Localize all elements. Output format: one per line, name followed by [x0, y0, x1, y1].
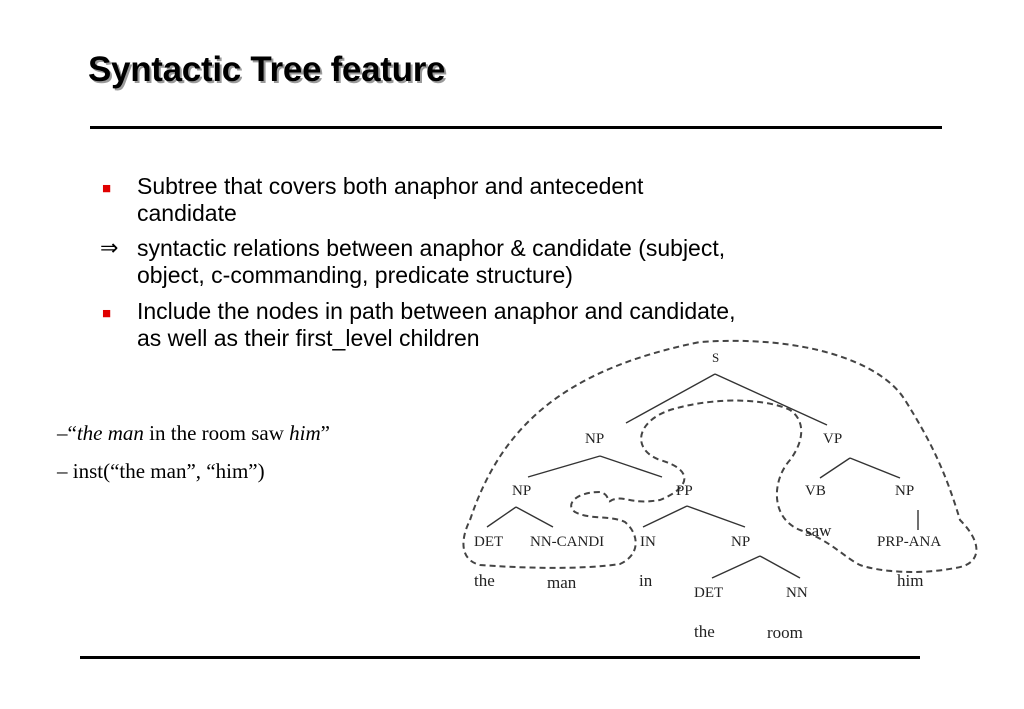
node-pp: PP [676, 483, 693, 499]
node-s: S [712, 350, 720, 365]
node-np: NP [895, 483, 915, 499]
example-open: –“ [57, 421, 77, 445]
node-det: DET [474, 534, 504, 550]
word-man: man [547, 573, 577, 592]
node-prp-ana: PRP-ANA [877, 534, 942, 550]
example-middle: in the room saw [143, 421, 290, 445]
bullet-marker-icon: ■ [102, 180, 112, 197]
node-np: NP [512, 483, 532, 499]
node-det: DET [694, 585, 724, 601]
example-instance: – inst(“the man”, “him”) [57, 459, 265, 483]
example-antecedent: the man [76, 421, 144, 445]
node-np: NP [731, 534, 751, 550]
bullet-2-line-1: syntactic relations between anaphor & candidate (subject, [137, 235, 726, 261]
word-saw: saw [805, 521, 832, 540]
slide-title: Syntactic Tree feature [88, 50, 446, 89]
bullet-3-line-1: Include the nodes in path between anaphor and candidate, [137, 298, 736, 324]
bullet-2-line-2: object, c-commanding, predicate structure) [137, 262, 573, 288]
node-vb: VB [805, 483, 826, 499]
word-the: the [694, 622, 715, 641]
node-vp: VP [823, 431, 843, 447]
node-np: NP [585, 431, 605, 447]
word-the: the [474, 571, 495, 590]
example-anaphor: him [289, 421, 321, 445]
example-close: ” [320, 421, 330, 445]
node-in: IN [640, 534, 656, 550]
word-room: room [767, 623, 803, 642]
node-nn-candi: NN-CANDI [530, 534, 605, 550]
node-nn: NN [786, 585, 808, 601]
implies-arrow-icon: ⇒ [100, 236, 119, 261]
word-in: in [639, 571, 653, 590]
word-him: him [897, 571, 924, 590]
bullet-1-line-2: candidate [137, 200, 237, 226]
bullet-marker-icon: ■ [102, 305, 112, 322]
bottom-divider [80, 656, 920, 659]
bullet-3-line-2: as well as their first_level children [137, 325, 480, 351]
bullet-1-line-1: Subtree that covers both anaphor and antecedent [137, 173, 644, 199]
